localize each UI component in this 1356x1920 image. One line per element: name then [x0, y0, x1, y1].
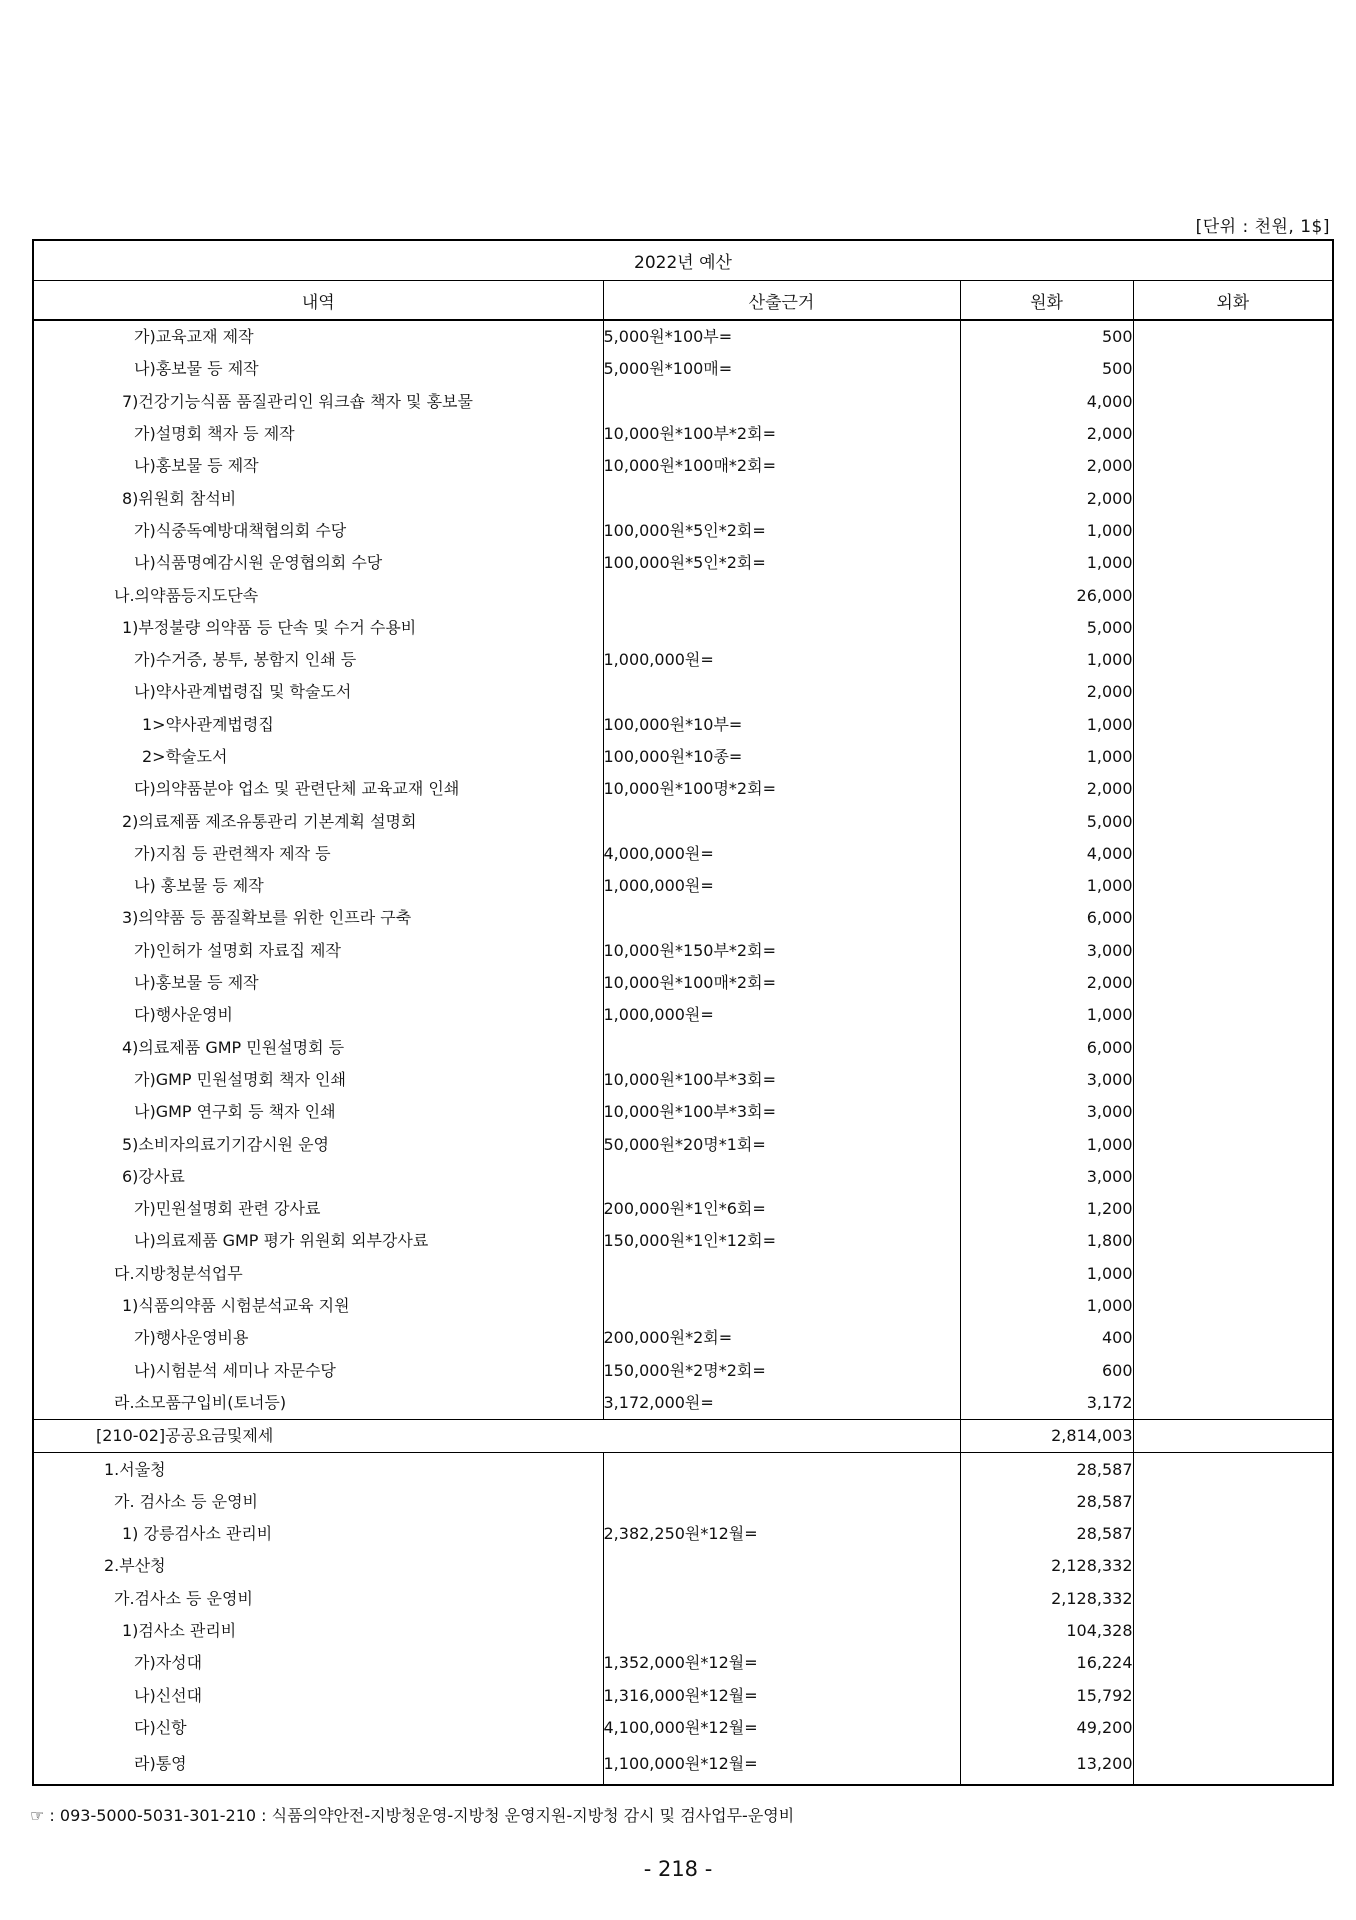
- row-fx: [1133, 773, 1333, 805]
- row-fx: [1133, 838, 1333, 870]
- row-basis: [603, 1583, 960, 1615]
- row-desc: 8)위원회 참석비: [33, 482, 603, 514]
- row-krw: 4,000: [960, 838, 1133, 870]
- row-krw: 1,800: [960, 1225, 1133, 1257]
- row-krw: 1,000: [960, 547, 1133, 579]
- table-row: [33, 1583, 1333, 1615]
- row-basis: [603, 482, 960, 514]
- row-desc: 다)신항: [33, 1712, 603, 1744]
- header-krw: 원화: [960, 281, 1133, 321]
- row-desc: 가)설명회 책자 등 제작: [33, 418, 603, 450]
- row-desc: 다.지방청분석업무: [33, 1258, 603, 1290]
- row-desc: 나) 홍보물 등 제작: [33, 870, 603, 902]
- row-fx: [1133, 1064, 1333, 1096]
- row-basis: 3,172,000원=: [603, 1387, 960, 1420]
- table-row: [33, 1679, 1333, 1711]
- row-krw: 1,000: [960, 1128, 1133, 1160]
- row-fx: [1133, 1550, 1333, 1582]
- row-fx: [1133, 482, 1333, 514]
- row-krw: 1,000: [960, 741, 1133, 773]
- row-fx: [1133, 1744, 1333, 1785]
- table-row: [33, 1744, 1333, 1785]
- row-basis: [603, 1032, 960, 1064]
- row-basis: 1,100,000원*12월=: [603, 1744, 960, 1785]
- row-fx: [1133, 1453, 1333, 1486]
- table-row: [33, 482, 1333, 514]
- row-krw: 600: [960, 1355, 1133, 1387]
- row-basis: 100,000원*10부=: [603, 709, 960, 741]
- row-basis: 150,000원*2명*2회=: [603, 1355, 960, 1387]
- row-krw: 5,000: [960, 805, 1133, 837]
- row-desc: 1)부정불량 의약품 등 단속 및 수거 수용비: [33, 612, 603, 644]
- row-basis: 2,382,250원*12월=: [603, 1518, 960, 1550]
- row-basis: [603, 1453, 960, 1486]
- table-body: [33, 320, 1333, 1785]
- row-desc: 1.서울청: [33, 1453, 603, 1486]
- row-fx: [1133, 1290, 1333, 1322]
- row-krw: 1,000: [960, 870, 1133, 902]
- row-krw: 5,000: [960, 612, 1133, 644]
- table-row: [33, 1064, 1333, 1096]
- row-krw: 13,200: [960, 1744, 1133, 1785]
- row-basis: 10,000원*100매*2회=: [603, 450, 960, 482]
- row-desc: 가)수거증, 봉투, 봉함지 인쇄 등: [33, 644, 603, 676]
- table-row: [33, 1032, 1333, 1064]
- section-krw: 2,814,003: [960, 1420, 1133, 1453]
- row-desc: 가)GMP 민원설명회 책자 인쇄: [33, 1064, 603, 1096]
- table-row: [33, 805, 1333, 837]
- row-fx: [1133, 450, 1333, 482]
- row-basis: 10,000원*100부*3회=: [603, 1096, 960, 1128]
- row-basis: [603, 1290, 960, 1322]
- table-row: [33, 1647, 1333, 1679]
- row-desc: 나)GMP 연구회 등 책자 인쇄: [33, 1096, 603, 1128]
- row-basis: 100,000원*10종=: [603, 741, 960, 773]
- row-fx: [1133, 386, 1333, 418]
- row-fx: [1133, 1128, 1333, 1160]
- row-fx: [1133, 418, 1333, 450]
- row-krw: 3,000: [960, 1161, 1133, 1193]
- row-fx: [1133, 353, 1333, 385]
- row-basis: 100,000원*5인*2회=: [603, 547, 960, 579]
- row-desc: 2.부산청: [33, 1550, 603, 1582]
- row-desc: 6)강사료: [33, 1161, 603, 1193]
- row-krw: 1,000: [960, 1290, 1133, 1322]
- row-desc: 나.의약품등지도단속: [33, 579, 603, 611]
- row-fx: [1133, 1679, 1333, 1711]
- row-krw: 16,224: [960, 1647, 1133, 1679]
- row-desc: 나)홍보물 등 제작: [33, 353, 603, 385]
- row-basis: 1,000,000원=: [603, 870, 960, 902]
- row-basis: [603, 612, 960, 644]
- row-krw: 28,587: [960, 1453, 1133, 1486]
- row-basis: 1,352,000원*12월=: [603, 1647, 960, 1679]
- row-fx: [1133, 547, 1333, 579]
- row-krw: 6,000: [960, 902, 1133, 934]
- row-basis: 5,000원*100매=: [603, 353, 960, 385]
- row-basis: 5,000원*100부=: [603, 320, 960, 353]
- header-desc: 내역: [33, 281, 603, 321]
- table-row: [33, 1355, 1333, 1387]
- row-basis: 10,000원*100부*3회=: [603, 1064, 960, 1096]
- row-basis: 10,000원*100부*2회=: [603, 418, 960, 450]
- row-krw: 1,000: [960, 999, 1133, 1031]
- row-fx: [1133, 1518, 1333, 1550]
- table-row: [33, 1258, 1333, 1290]
- row-desc: 가)행사운영비용: [33, 1322, 603, 1354]
- row-basis: 1,000,000원=: [603, 999, 960, 1031]
- row-krw: 1,000: [960, 709, 1133, 741]
- row-fx: [1133, 1161, 1333, 1193]
- row-fx: [1133, 1583, 1333, 1615]
- row-krw: 3,000: [960, 935, 1133, 967]
- row-basis: 1,316,000원*12월=: [603, 1679, 960, 1711]
- table-row: [33, 1518, 1333, 1550]
- row-krw: 4,000: [960, 386, 1133, 418]
- unit-label: [단위 : 천원, 1$]: [1195, 217, 1330, 237]
- row-basis: [603, 1161, 960, 1193]
- table-row: [33, 935, 1333, 967]
- row-fx: [1133, 1712, 1333, 1744]
- row-basis: [603, 676, 960, 708]
- table-row: [33, 1712, 1333, 1744]
- row-krw: 2,000: [960, 773, 1133, 805]
- row-krw: 49,200: [960, 1712, 1133, 1744]
- row-krw: 1,000: [960, 644, 1133, 676]
- row-desc: 가)자성대: [33, 1647, 603, 1679]
- row-krw: 26,000: [960, 579, 1133, 611]
- table-row: [33, 676, 1333, 708]
- row-fx: [1133, 515, 1333, 547]
- table-row: [33, 999, 1333, 1031]
- row-desc: 5)소비자의료기기감시원 운영: [33, 1128, 603, 1160]
- section-row: [33, 1420, 1333, 1453]
- table-row: [33, 644, 1333, 676]
- row-fx: [1133, 902, 1333, 934]
- table-row: [33, 1322, 1333, 1354]
- row-krw: 500: [960, 320, 1133, 353]
- row-krw: 15,792: [960, 1679, 1133, 1711]
- row-krw: 3,000: [960, 1064, 1133, 1096]
- row-desc: 1)식품의약품 시험분석교육 지원: [33, 1290, 603, 1322]
- row-basis: [603, 1615, 960, 1647]
- row-krw: 2,000: [960, 482, 1133, 514]
- table-row: [33, 386, 1333, 418]
- row-desc: 7)건강기능식품 품질관리인 워크숍 책자 및 홍보물: [33, 386, 603, 418]
- section-fx: [1133, 1420, 1333, 1453]
- row-desc: 나)홍보물 등 제작: [33, 967, 603, 999]
- row-basis: [603, 805, 960, 837]
- table-row: [33, 1161, 1333, 1193]
- row-krw: 3,000: [960, 1096, 1133, 1128]
- row-fx: [1133, 935, 1333, 967]
- table-row: [33, 612, 1333, 644]
- row-basis: 150,000원*1인*12회=: [603, 1225, 960, 1257]
- row-krw: 2,128,332: [960, 1583, 1133, 1615]
- row-fx: [1133, 967, 1333, 999]
- row-fx: [1133, 1225, 1333, 1257]
- row-krw: 400: [960, 1322, 1133, 1354]
- row-desc: 1>약사관계법령집: [33, 709, 603, 741]
- row-krw: 2,000: [960, 418, 1133, 450]
- row-fx: [1133, 612, 1333, 644]
- table-row: [33, 773, 1333, 805]
- row-basis: 200,000원*2회=: [603, 1322, 960, 1354]
- row-desc: 가)지침 등 관련책자 제작 등: [33, 838, 603, 870]
- table-row: [33, 1128, 1333, 1160]
- table-row: [33, 450, 1333, 482]
- row-krw: 2,000: [960, 967, 1133, 999]
- row-krw: 1,000: [960, 515, 1133, 547]
- row-desc: 다)행사운영비: [33, 999, 603, 1031]
- row-fx: [1133, 1486, 1333, 1518]
- row-desc: 4)의료제품 GMP 민원설명회 등: [33, 1032, 603, 1064]
- row-desc: 1)검사소 관리비: [33, 1615, 603, 1647]
- row-fx: [1133, 579, 1333, 611]
- row-fx: [1133, 805, 1333, 837]
- row-basis: [603, 902, 960, 934]
- row-fx: [1133, 1647, 1333, 1679]
- section-label: [210-02]공공요금및제세: [33, 1420, 960, 1453]
- table-row: [33, 1096, 1333, 1128]
- row-desc: 가.검사소 등 운영비: [33, 1583, 603, 1615]
- table-row: [33, 741, 1333, 773]
- row-krw: 2,128,332: [960, 1550, 1133, 1582]
- row-basis: [603, 579, 960, 611]
- row-fx: [1133, 1193, 1333, 1225]
- row-basis: 10,000원*100매*2회=: [603, 967, 960, 999]
- row-fx: [1133, 741, 1333, 773]
- row-desc: 2)의료제품 제조유통관리 기본계획 설명회: [33, 805, 603, 837]
- row-krw: 500: [960, 353, 1133, 385]
- row-basis: 1,000,000원=: [603, 644, 960, 676]
- table-row: [33, 1193, 1333, 1225]
- row-desc: 가)교육교재 제작: [33, 320, 603, 353]
- table-row: [33, 1453, 1333, 1486]
- row-desc: 라.소모품구입비(토너등): [33, 1387, 603, 1420]
- table-row: [33, 418, 1333, 450]
- row-krw: 28,587: [960, 1486, 1133, 1518]
- row-krw: 28,587: [960, 1518, 1133, 1550]
- row-basis: 200,000원*1인*6회=: [603, 1193, 960, 1225]
- row-desc: 가. 검사소 등 운영비: [33, 1486, 603, 1518]
- row-fx: [1133, 320, 1333, 353]
- row-krw: 2,000: [960, 450, 1133, 482]
- table-row: [33, 1290, 1333, 1322]
- page-number: - 218 -: [643, 1857, 713, 1881]
- row-fx: [1133, 709, 1333, 741]
- row-desc: 나)신선대: [33, 1679, 603, 1711]
- table-row: [33, 1615, 1333, 1647]
- row-fx: [1133, 999, 1333, 1031]
- row-fx: [1133, 870, 1333, 902]
- row-desc: 2>학술도서: [33, 741, 603, 773]
- table-row: [33, 1225, 1333, 1257]
- table-row: [33, 353, 1333, 385]
- row-basis: 4,100,000원*12월=: [603, 1712, 960, 1744]
- row-krw: 1,200: [960, 1193, 1133, 1225]
- row-desc: 라)통영: [33, 1744, 603, 1785]
- row-fx: [1133, 1355, 1333, 1387]
- row-krw: 104,328: [960, 1615, 1133, 1647]
- row-desc: 나)식품명예감시원 운영협의회 수당: [33, 547, 603, 579]
- table-row: [33, 838, 1333, 870]
- row-basis: 100,000원*5인*2회=: [603, 515, 960, 547]
- row-fx: [1133, 1322, 1333, 1354]
- budget-table: [32, 239, 1334, 1786]
- row-fx: [1133, 676, 1333, 708]
- row-desc: 나)약사관계법령집 및 학술도서: [33, 676, 603, 708]
- table-row: [33, 1387, 1333, 1420]
- row-basis: 10,000원*150부*2회=: [603, 935, 960, 967]
- table-row: [33, 902, 1333, 934]
- row-desc: 나)시험분석 세미나 자문수당: [33, 1355, 603, 1387]
- row-krw: 2,000: [960, 676, 1133, 708]
- row-fx: [1133, 1096, 1333, 1128]
- row-fx: [1133, 1615, 1333, 1647]
- row-basis: [603, 1486, 960, 1518]
- row-desc: 가)인허가 설명회 자료집 제작: [33, 935, 603, 967]
- table-row: [33, 320, 1333, 353]
- row-desc: 다)의약품분야 업소 및 관련단체 교육교재 인쇄: [33, 773, 603, 805]
- row-desc: 3)의약품 등 품질확보를 위한 인프라 구축: [33, 902, 603, 934]
- row-basis: 4,000,000원=: [603, 838, 960, 870]
- row-basis: [603, 1258, 960, 1290]
- row-fx: [1133, 1387, 1333, 1420]
- row-desc: 나)의료제품 GMP 평가 위원회 외부강사료: [33, 1225, 603, 1257]
- row-basis: 10,000원*100명*2회=: [603, 773, 960, 805]
- table-row: [33, 547, 1333, 579]
- table-row: [33, 967, 1333, 999]
- row-krw: 3,172: [960, 1387, 1133, 1420]
- row-basis: 50,000원*20명*1회=: [603, 1128, 960, 1160]
- row-desc: 1) 강릉검사소 관리비: [33, 1518, 603, 1550]
- row-basis: [603, 386, 960, 418]
- row-krw: 1,000: [960, 1258, 1133, 1290]
- row-krw: 6,000: [960, 1032, 1133, 1064]
- table-row: [33, 1486, 1333, 1518]
- row-fx: [1133, 644, 1333, 676]
- row-desc: 가)민원설명회 관련 강사료: [33, 1193, 603, 1225]
- footnote: ☞ : 093-5000-5031-301-210 : 식품의약안전-지방청운영-지방청 운영지원-지방청 감시 및 검사업무-운영비: [30, 1806, 795, 1825]
- row-desc: 가)식중독예방대책협의회 수당: [33, 515, 603, 547]
- table-row: [33, 1550, 1333, 1582]
- table-title: 2022년 예산: [33, 240, 1333, 281]
- row-basis: [603, 1550, 960, 1582]
- table-row: [33, 870, 1333, 902]
- table-row: [33, 709, 1333, 741]
- header-basis: 산출근거: [603, 281, 960, 321]
- header-fx: 외화: [1133, 281, 1333, 321]
- row-desc: 나)홍보물 등 제작: [33, 450, 603, 482]
- row-fx: [1133, 1258, 1333, 1290]
- table-row: [33, 579, 1333, 611]
- table-row: [33, 515, 1333, 547]
- row-fx: [1133, 1032, 1333, 1064]
